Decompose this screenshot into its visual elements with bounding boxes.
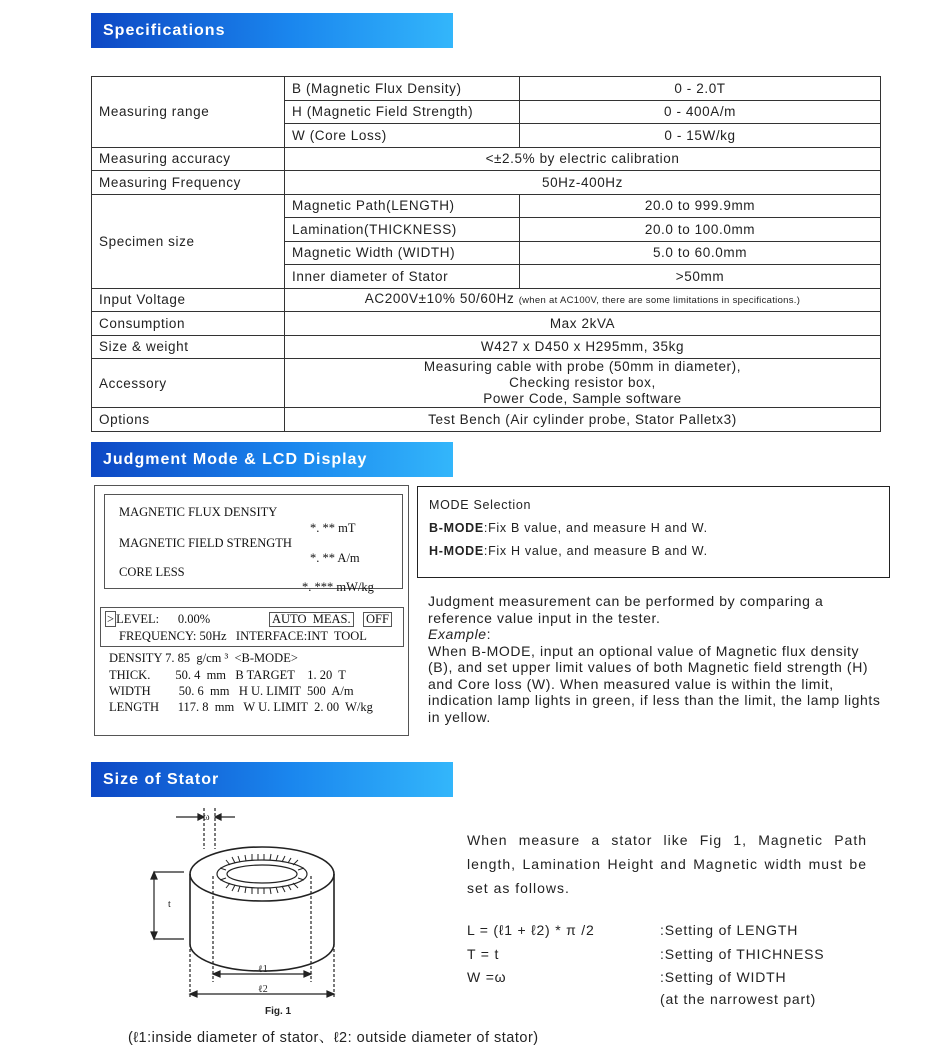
table-cell: 50Hz-400Hz <box>285 171 881 195</box>
table-cell: Measuring Frequency <box>92 171 285 195</box>
lcd-level <box>105 612 210 627</box>
table-cell: W427 x D450 x H295mm, 35kg <box>285 335 881 359</box>
lcd-text: WIDTH 50. 6 mm H U. LIMIT 500 A/m <box>109 684 354 698</box>
mode-selection-box <box>417 486 890 578</box>
table-cell: Measuring range <box>92 77 285 148</box>
table-row <box>92 288 881 312</box>
table-cell: Lamination(THICKNESS) <box>285 218 520 242</box>
table-cell: Magnetic Width (WIDTH) <box>285 241 520 265</box>
lcd-text: CORE LESS <box>119 565 185 579</box>
table-cell: >50mm <box>520 265 881 289</box>
table-row <box>92 312 881 336</box>
table-row <box>92 77 881 101</box>
arrowhead-icon <box>213 971 220 977</box>
table-cell: B (Magnetic Flux Density) <box>285 77 520 101</box>
table-cell: <±2.5% by electric calibration <box>285 147 881 171</box>
example-colon: : <box>486 626 492 642</box>
voltage-value: AC200V±10% 50/60Hz <box>364 291 515 307</box>
equation-note: :Setting of WIDTH <box>660 969 787 985</box>
table-cell: 0 - 2.0T <box>520 77 881 101</box>
example-label: Example <box>428 626 487 642</box>
table-row <box>92 335 881 359</box>
equation-thickness: T = t <box>467 946 500 962</box>
lcd-text: THICK. 50. 4 mm B TARGET 1. 20 T <box>109 668 346 682</box>
table-cell: Options <box>92 408 285 432</box>
lcd-text: MAGNETIC FLUX DENSITY <box>119 505 278 519</box>
section-title-specifications: Specifications <box>91 13 453 48</box>
arrowhead-icon <box>190 991 197 997</box>
specifications-table <box>91 76 881 432</box>
stator-bore <box>227 865 297 883</box>
table-cell <box>285 288 881 312</box>
lcd-display <box>94 485 409 736</box>
lcd-text: *. ** A/m <box>310 551 360 565</box>
lcd-text: *. *** mW/kg <box>302 580 374 594</box>
table-cell: 5.0 to 60.0mm <box>520 241 881 265</box>
table-cell: Accessory <box>92 359 285 408</box>
table-cell: Consumption <box>92 312 285 336</box>
lcd-text: FREQUENCY: 50Hz INTERFACE:INT TOOL <box>119 629 367 643</box>
lcd-text: *. ** mT <box>310 521 356 535</box>
off-button: OFF <box>363 612 392 627</box>
equation-length: L = (ℓ1 + ℓ2) * π /2 <box>467 922 595 938</box>
lcd-text: LEVEL: 0.00% <box>116 612 211 626</box>
omega-label: ω <box>203 812 210 823</box>
l2-label: ℓ2 <box>258 984 268 995</box>
equation-note: :Setting of THICHNESS <box>660 946 825 962</box>
table-cell: Max 2kVA <box>285 312 881 336</box>
example-line <box>428 626 883 643</box>
lcd-text: LENGTH 117. 8 mm W U. LIMIT 2. 00 W/kg <box>109 700 373 714</box>
stator-caption: (ℓ1:inside diameter of stator、ℓ2: outside diameter of stator) <box>128 1030 539 1046</box>
table-cell: Inner diameter of Stator <box>285 265 520 289</box>
judgment-description <box>428 593 883 725</box>
table-cell: 0 - 400A/m <box>520 100 881 124</box>
table-row <box>92 171 881 195</box>
judgment-paragraph: When B-MODE, input an optional value of Magnetic flux density (B), and set upper limit values of both Magnetic field strength (H) and Core loss (W). When measured value is within the limit, indication lamp lights in green, if less than the limit, the lamp lights in yellow. <box>428 642 881 725</box>
arrowhead-icon <box>151 932 157 939</box>
mode-title: MODE Selection <box>429 498 532 512</box>
h-mode-key: H-MODE <box>429 544 484 558</box>
table-cell: Measuring accuracy <box>92 147 285 171</box>
section-title-judgment: Judgment Mode & LCD Display <box>91 442 453 477</box>
table-cell: Specimen size <box>92 194 285 288</box>
table-row <box>92 147 881 171</box>
fig-caption: Fig. 1 <box>265 1006 292 1017</box>
lcd-text: DENSITY 7. 85 g/cm ³ <B-MODE> <box>109 651 298 665</box>
table-row <box>92 359 881 408</box>
arrowhead-icon <box>327 991 334 997</box>
table-cell <box>285 359 881 408</box>
arrowhead-icon <box>151 872 157 879</box>
b-mode-key: B-MODE <box>429 521 484 535</box>
table-cell: H (Magnetic Field Strength) <box>285 100 520 124</box>
equation-note: (at the narrowest part) <box>660 991 817 1007</box>
arrowhead-icon <box>304 971 311 977</box>
table-cell: 20.0 to 100.0mm <box>520 218 881 242</box>
h-mode-text: :Fix H value, and measure B and W. <box>483 544 708 558</box>
equation-note: :Setting of LENGTH <box>660 922 799 938</box>
voltage-note: (when at AC100V, there are some limitations in specifications.) <box>518 295 801 307</box>
table-cell: Input Voltage <box>92 288 285 312</box>
b-mode-text: :Fix B value, and measure H and W. <box>483 521 708 535</box>
stator-description: When measure a stator like Fig 1, Magnetic Path length, Lamination Height and Magnetic width must be set as follows. <box>467 832 867 896</box>
table-cell: 20.0 to 999.9mm <box>520 194 881 218</box>
arrowhead-icon <box>215 814 221 820</box>
level-marker-icon: > <box>107 612 115 626</box>
table-cell: Size & weight <box>92 335 285 359</box>
table-row <box>92 194 881 218</box>
table-cell: Magnetic Path(LENGTH) <box>285 194 520 218</box>
table-cell: Test Bench (Air cylinder probe, Stator Palletx3) <box>285 408 881 432</box>
table-cell: 0 - 15W/kg <box>520 124 881 148</box>
stator-top-outer <box>190 847 334 901</box>
accessory-line: Checking resistor box, <box>509 375 656 390</box>
t-label: t <box>168 899 171 910</box>
lcd-text: MAGNETIC FIELD STRENGTH <box>119 536 292 550</box>
table-cell: W (Core Loss) <box>285 124 520 148</box>
accessory-line: Power Code, Sample software <box>483 391 682 406</box>
accessory-line: Measuring cable with probe (50mm in diameter), <box>423 359 742 374</box>
b-mode-line <box>429 521 708 535</box>
stator-figure <box>140 804 370 1019</box>
auto-meas-button: AUTO MEAS. <box>269 612 354 627</box>
l1-label: ℓ1 <box>258 964 268 975</box>
section-title-stator: Size of Stator <box>91 762 453 797</box>
judgment-paragraph: Judgment measurement can be performed by comparing a reference value input in the tester. <box>428 593 824 626</box>
table-row <box>92 408 881 432</box>
h-mode-line <box>429 544 708 558</box>
equation-width: W =ω <box>467 969 507 985</box>
